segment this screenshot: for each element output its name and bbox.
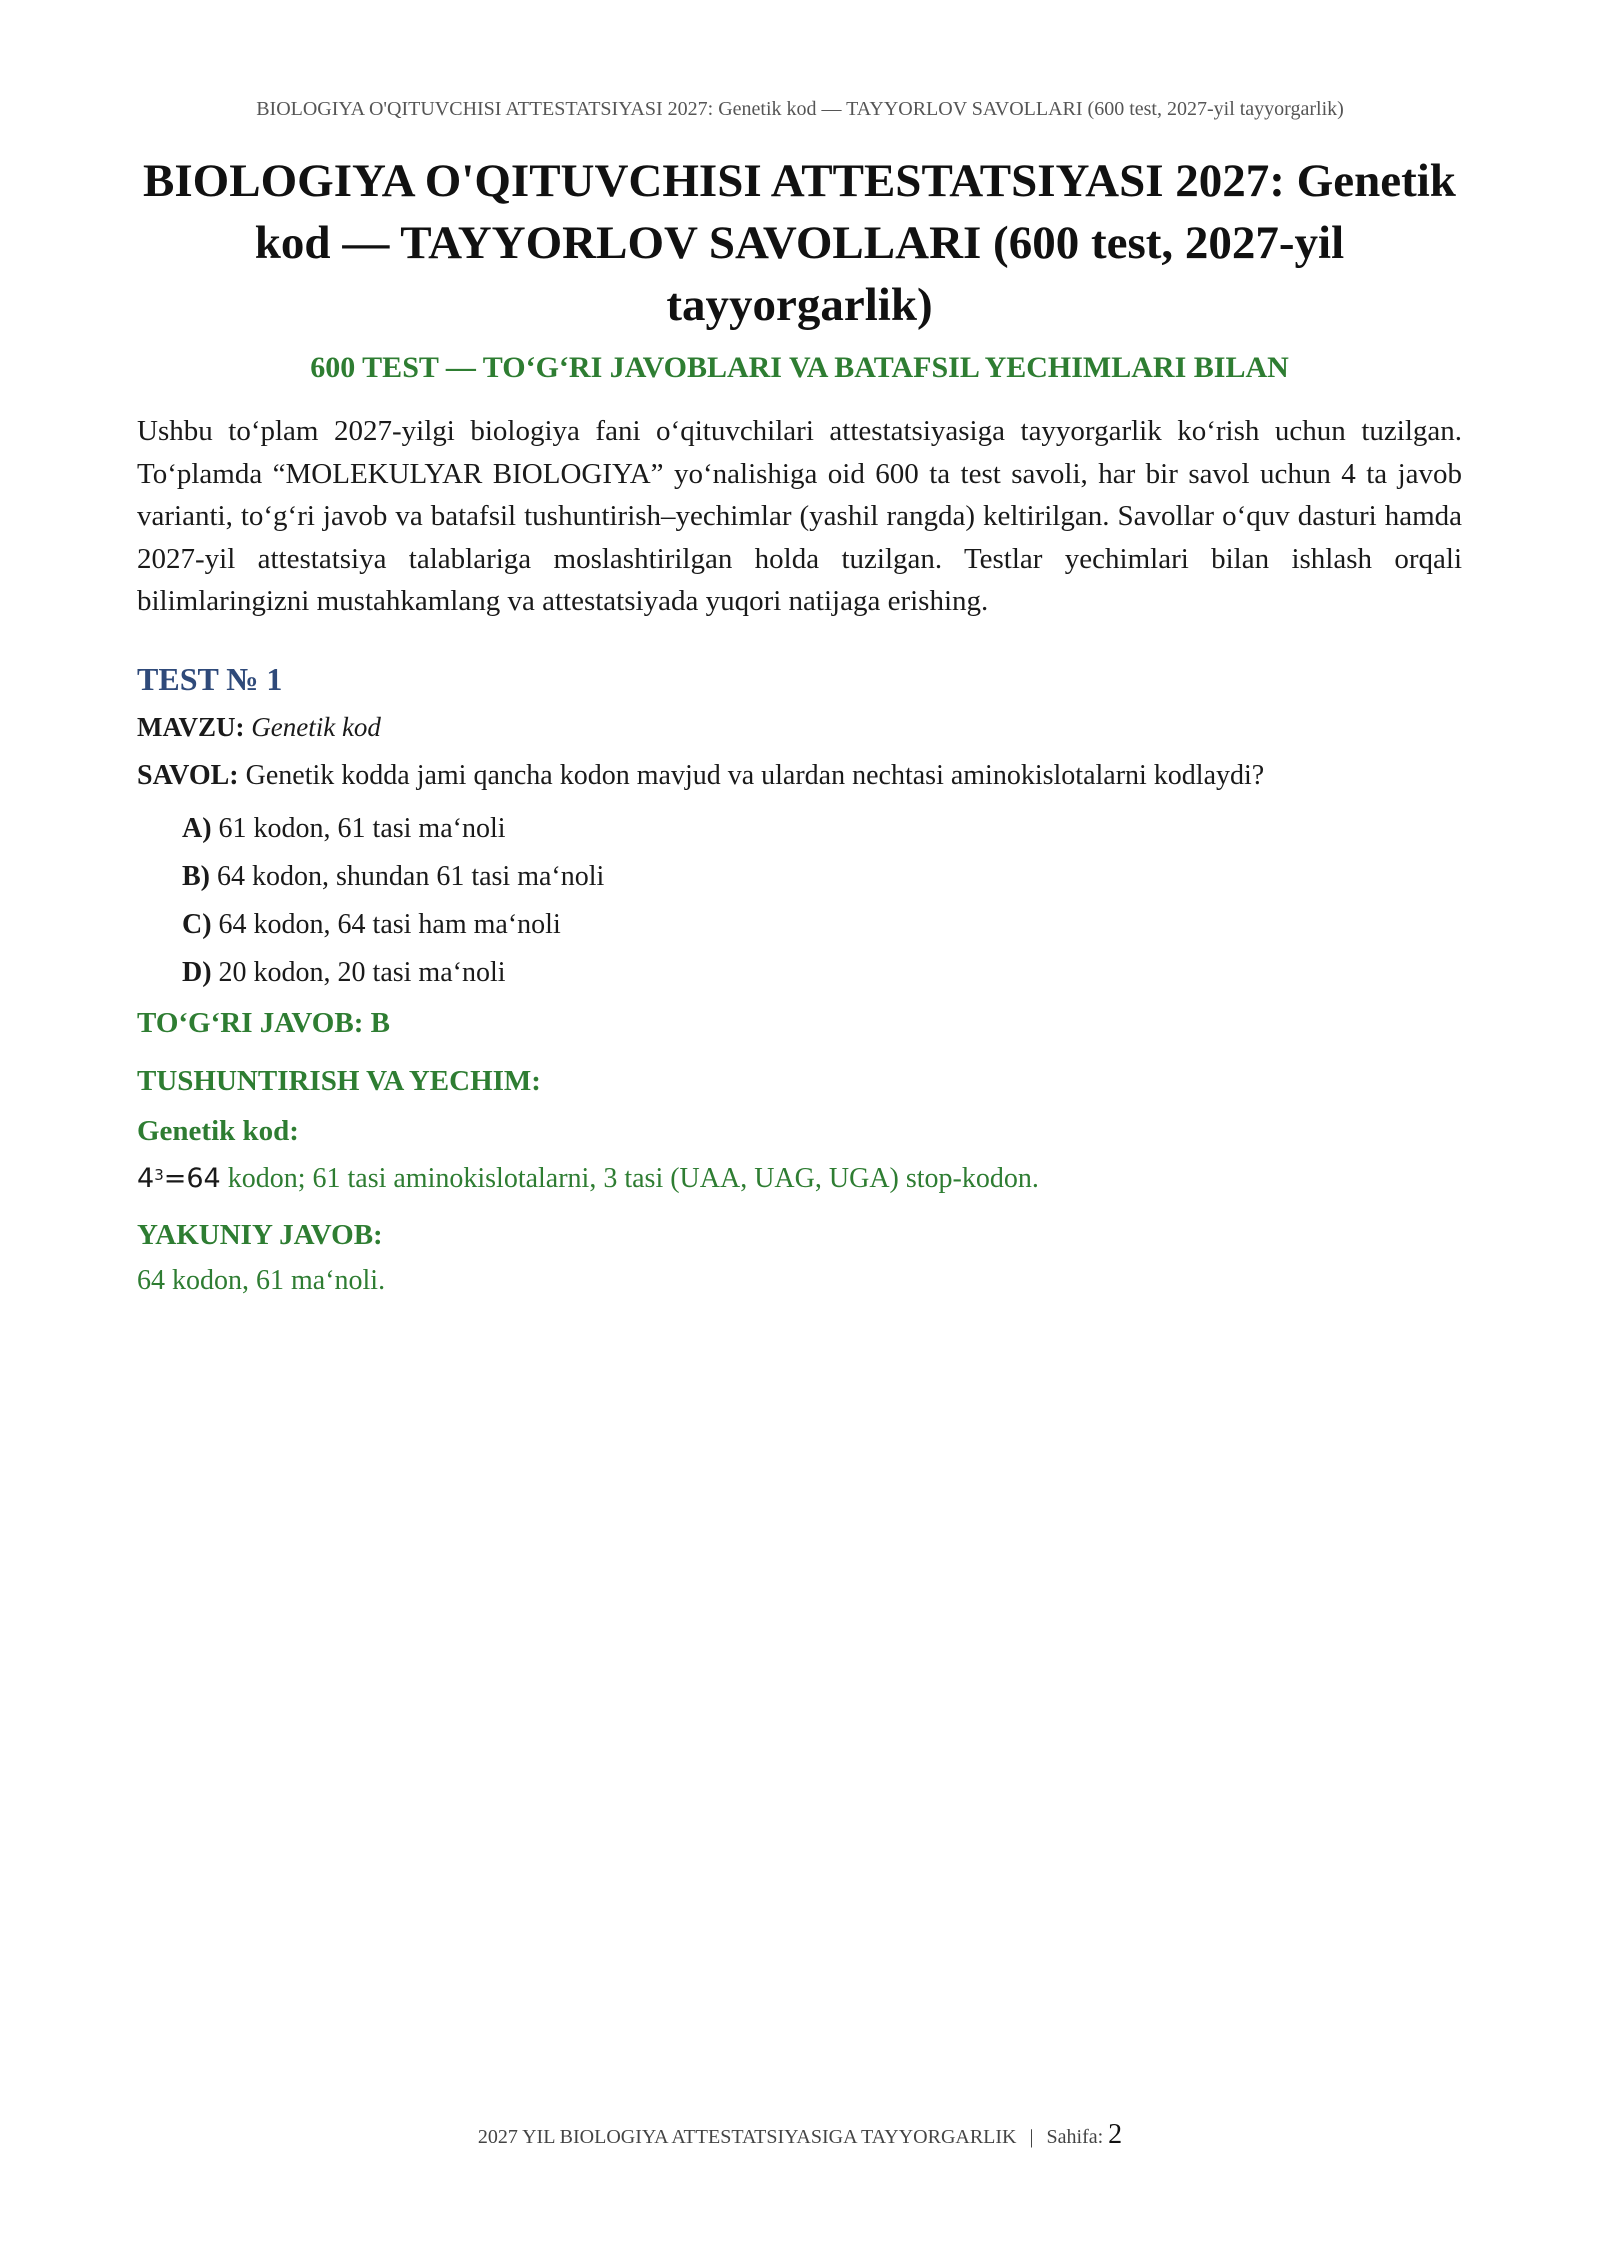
- solution-subheading: Genetik kod:: [137, 1114, 299, 1147]
- question-label: SAVOL:: [137, 759, 239, 791]
- option-letter: C): [182, 908, 212, 940]
- formula-base: 4: [137, 1162, 155, 1194]
- option-b: [182, 853, 1462, 901]
- option-letter: D): [182, 956, 212, 988]
- formula: [137, 1163, 221, 1194]
- topic-label: MAVZU:: [137, 711, 245, 742]
- page-label: Sahifa:: [1046, 2126, 1104, 2148]
- test-block: [137, 659, 1462, 1301]
- page-number: 2: [1108, 2119, 1123, 2150]
- option-c: [182, 901, 1462, 949]
- option-letter: B): [182, 860, 210, 892]
- footer-text: 2027 YIL BIOLOGIYA ATTESTATSIYASIGA TAYYORGARLIK: [477, 2126, 1017, 2148]
- topic-line: [137, 709, 1462, 745]
- solution-text: kodon; 61 tasi aminokislotalarni, 3 tasi (UAA, UAG, UGA) stop-kodon.: [227, 1162, 1039, 1194]
- solution-heading: TUSHUNTIRISH VA YECHIM:: [137, 1064, 541, 1097]
- formula-result: =64: [163, 1162, 221, 1194]
- page-content: [137, 150, 1462, 1301]
- intro-paragraph: Ushbu to‘plam 2027-yilgi biologiya fani o‘qituvchilari attestatsiyasiga tayyorgarlik ko‘rish uchun tuzilgan. To‘plamda “MOLEKULYAR BIOLOGIYA” yo‘nalishiga oid 600 ta test savoli, har bir savol uchun 4 ta javob varianti, to‘g‘ri javob va batafsil tushuntirish–yechimlar (yashil rangda) keltirilgan. Savollar o‘quv dasturi hamda 2027-yil attestatsiya talablariga moslashtirilgan holda tuzilgan. Testlar yechimlari bilan ishlash orqali bilimlaringizni mustahkamlang va attestatsiyada yuqori natijaga erishing.: [137, 415, 1462, 617]
- option-text: 20 kodon, 20 tasi ma‘noli: [218, 956, 506, 988]
- running-footer: [0, 2120, 1600, 2152]
- running-header: BIOLOGIYA O'QITUVCHISI ATTESTATSIYASI 2027: Genetik kod — TAYYORLOV SAVOLLARI (600 test, 2027-yil tayyorgarlik): [256, 98, 1344, 120]
- final-answer-text: 64 kodon, 61 ma‘noli.: [137, 1264, 386, 1296]
- document-subtitle: 600 TEST — TO‘G‘RI JAVOBLARI VA BATAFSIL YECHIMLARI BILAN: [310, 351, 1289, 384]
- option-letter: A): [182, 812, 212, 844]
- option-text: 64 kodon, shundan 61 tasi ma‘noli: [217, 860, 605, 892]
- option-d: [182, 949, 1462, 997]
- document-title: BIOLOGIYA O'QITUVCHISI ATTESTATSIYASI 2027: Genetik kod — TAYYORLOV SAVOLLARI (600 test, 2027-yil tayyorgarlik): [143, 155, 1456, 331]
- option-a: [182, 805, 1462, 853]
- topic-value: Genetik kod: [251, 711, 381, 742]
- option-text: 61 kodon, 61 tasi ma‘noli: [218, 812, 506, 844]
- formula-exponent: 3: [154, 1165, 164, 1184]
- solution-line: [137, 1159, 1462, 1199]
- answer-options: [182, 805, 1462, 997]
- question-line: [137, 751, 1462, 801]
- final-answer-heading: YAKUNIY JAVOB:: [137, 1218, 383, 1251]
- test-heading: TEST № 1: [137, 660, 283, 697]
- footer-separator: |: [1029, 2126, 1034, 2148]
- question-text: Genetik kodda jami qancha kodon mavjud va ulardan nechtasi aminokislotalarni kodlaydi?: [245, 759, 1265, 791]
- correct-answer: TO‘G‘RI JAVOB: B: [137, 1006, 390, 1039]
- option-text: 64 kodon, 64 tasi ham ma‘noli: [218, 908, 561, 940]
